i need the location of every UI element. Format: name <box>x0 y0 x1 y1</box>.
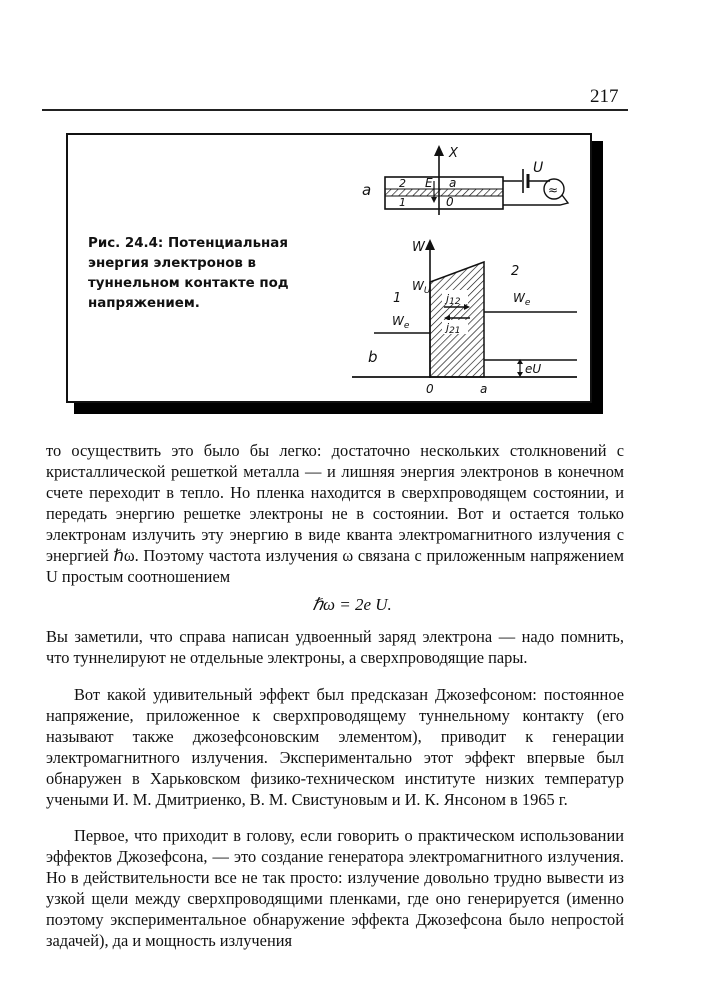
current-12-label: j12 <box>446 292 461 307</box>
right-region-label: 2 <box>511 264 520 279</box>
potential-barrier <box>430 262 484 377</box>
paragraph-1 <box>46 440 624 587</box>
part-b-label: b <box>368 348 378 366</box>
paragraph-2-text: Вы заметили, что справа написан удвоенный заряд электрона — надо помнить, что туннелируют не отдельные электроны, а сверхпроводящие пары. <box>46 627 624 667</box>
paragraph-3 <box>46 684 624 810</box>
left-level-label: $W_e$ <box>392 314 410 331</box>
barrier-label: $W_U$ <box>412 279 431 296</box>
page-number: 217 <box>590 86 619 107</box>
meter-symbol: ≈ <box>548 183 559 197</box>
tick-zero: 0 <box>426 382 434 396</box>
shift-label: eU <box>525 362 542 376</box>
part-a-bottom-mark: 0 <box>446 195 454 209</box>
part-a-region-2: 2 <box>399 177 406 190</box>
paragraph-4-text: Первое, что приходит в голову, если говорить о практическом использовании эффектов Джозефсона, — это создание генератора электромагнитного излучения. Но в действительности все не так просто: излучение довольно трудно вывести из узкой щели между сверхпроводящими пленками, где оно генерируется (именно поэтому экспериментальное обнаружение эффекта Джозефсона было непростой задачей), да и мощность излучения <box>46 826 624 950</box>
part-a-x-axis-arrow <box>434 145 444 156</box>
paragraph-2 <box>46 626 624 668</box>
part-a-region-1: 1 <box>399 196 406 209</box>
part-a-label: a <box>362 181 372 199</box>
paragraph-3-text: Вот какой удивительный эффект был предсказан Джозефсоном: постоянное напряжение, приложенное к сверхпроводящему туннельному контакту (его называют также джозефсоновским элементом), приводит к генерации электромагнитного излучения. Экспериментально этот эффект впервые был обнаружен в Харьковском физико-техническом институте низких температур учеными И. М. Дмитриенко, В. М. Свистуновым и И. К. Янсоном в 1965 г. <box>46 685 624 809</box>
voltage-label: U <box>533 160 544 176</box>
left-region-label: 1 <box>393 291 402 306</box>
part-a-top-mark: a <box>449 176 457 190</box>
energy-axis-label: W <box>412 240 425 255</box>
circuit-wire-return <box>503 195 568 205</box>
part-a-field-arrowhead <box>431 197 437 203</box>
paragraph-1-text: то осуществить это было бы легко: достаточно нескольких столкновений с кристаллической решеткой металла — и лишняя энергия электронов в конечном счете переходит в тепло. Но пленка находится в сверхпроводящем состоянии, и передать энергию решетке электроны не в состоянии. Вот и остается только электронам излучить эту энергию в виде кванта электромагнитного излучения с энергией ℏω. Поэтому частота излучения ω связана с приложенным напряжением U простым соотношением <box>46 441 624 586</box>
part-a-field-label: E <box>425 176 433 190</box>
energy-axis-arrow <box>425 239 435 250</box>
current-21-label: j21 <box>446 321 461 336</box>
figure-caption: Рис. 24.4: Потенциальная энергия электронов в туннельном контакте под напряжением. <box>88 236 289 311</box>
paragraph-4 <box>46 825 624 951</box>
tick-a: a <box>480 382 488 396</box>
right-level-label: $W_e$ <box>513 291 531 308</box>
formula: ℏω = 2e U. <box>312 595 392 614</box>
part-a-axis-label: X <box>449 146 458 161</box>
part-a-barrier-layer <box>385 189 503 196</box>
